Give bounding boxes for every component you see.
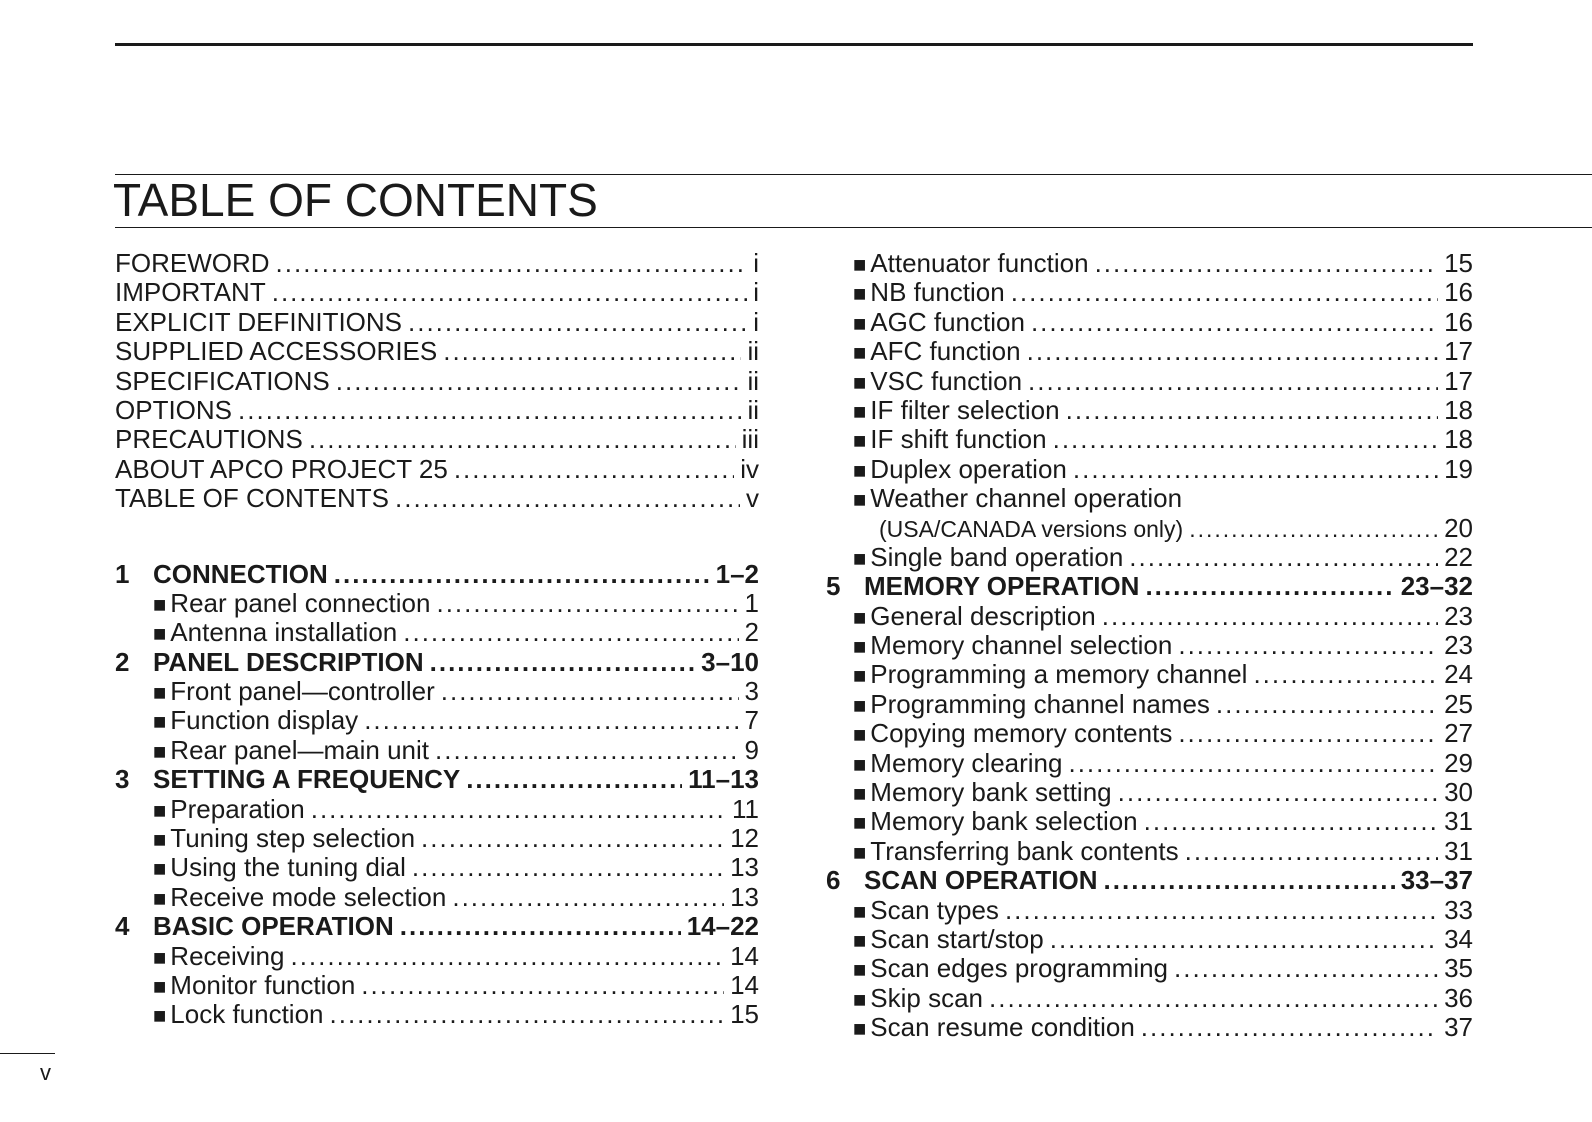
page-number: 14 [730, 969, 759, 1000]
leader-dots [454, 455, 734, 484]
toc-entry-about-apco[interactable]: ABOUT APCO PROJECT 25 ..... iv [115, 455, 759, 484]
page-number: 33 [1444, 894, 1473, 925]
page-number: ii [747, 336, 759, 367]
leader-dots [1185, 837, 1438, 866]
leader-dots [1178, 719, 1438, 748]
leader-dots [272, 278, 748, 307]
leader-dots [1141, 1013, 1438, 1042]
page-number: 15 [1444, 248, 1473, 278]
toc-entry[interactable]: ■ Memory bank selection ..... 31 [826, 807, 1473, 836]
page-number: 18 [1444, 394, 1473, 425]
toc-entry-important[interactable]: IMPORTANT ..... i [115, 278, 759, 307]
toc-entry[interactable]: ■ Lock function ..... 15 [115, 1000, 759, 1029]
leader-dots [336, 367, 742, 396]
toc-entry[interactable]: ■ Programming channel names ..... 25 [826, 690, 1473, 719]
square-bullet-icon: ■ [853, 281, 867, 307]
page-number: 37 [1444, 1012, 1473, 1043]
toc-entry[interactable]: ■ Copying memory contents ..... 27 [826, 719, 1473, 748]
section-spacer [115, 514, 759, 560]
leader-dots [1144, 807, 1438, 836]
square-bullet-icon: ■ [853, 310, 867, 336]
toc-entry[interactable]: ■ Antenna installation ..... 2 [115, 618, 759, 647]
toc-entry[interactable]: ■ Scan resume condition ..... 37 [826, 1013, 1473, 1042]
leader-dots [1068, 749, 1438, 778]
chapter-number: 5 [826, 571, 841, 602]
leader-dots [435, 736, 739, 765]
square-bullet-icon: ■ [853, 340, 867, 366]
toc-entry-weather-note[interactable]: (USA/CANADA versions only) ..... 20 [826, 514, 1473, 543]
square-bullet-icon: ■ [853, 369, 867, 395]
leader-dots [436, 589, 738, 618]
toc-entry[interactable]: ■ NB function ..... 16 [826, 278, 1473, 307]
toc-entry[interactable]: ■ Scan edges programming ..... 35 [826, 954, 1473, 983]
square-bullet-icon: ■ [153, 1003, 167, 1029]
square-bullet-icon: ■ [153, 827, 167, 853]
square-bullet-icon: ■ [853, 722, 867, 748]
leader-dots [1050, 925, 1438, 954]
page-number: 11–13 [688, 764, 759, 795]
page-number: 1 [744, 587, 759, 618]
page-number: 20 [1444, 512, 1473, 543]
square-bullet-icon: ■ [853, 692, 867, 718]
toc-entry[interactable]: ■ Memory clearing ..... 29 [826, 749, 1473, 778]
toc-entry[interactable]: ■ Skip scan ..... 36 [826, 984, 1473, 1013]
square-bullet-icon: ■ [153, 973, 167, 999]
chapter-number: 4 [115, 911, 130, 942]
toc-entry[interactable]: ■ Attenuator function ..... 15 [826, 249, 1473, 278]
page-number: i [753, 248, 759, 278]
page-number: 24 [1444, 659, 1473, 690]
toc-entry[interactable]: ■ Duplex operation ..... 19 [826, 455, 1473, 484]
leader-dots [361, 971, 724, 1000]
page-number: ii [747, 394, 759, 425]
leader-dots [1027, 337, 1438, 366]
toc-entry-table-of-contents[interactable]: TABLE OF CONTENTS ..... v [115, 484, 759, 513]
page-number: 3 [744, 676, 759, 707]
leader-dots [430, 648, 696, 677]
title-rule-bottom [115, 227, 1592, 228]
leader-dots [1129, 543, 1438, 572]
leader-dots [452, 883, 724, 912]
leader-dots [1145, 572, 1394, 601]
chapter-number: 6 [826, 865, 841, 896]
square-bullet-icon: ■ [853, 545, 867, 571]
leader-dots [989, 984, 1438, 1013]
toc-chapter-5[interactable]: 5 MEMORY OPERATION ..... 23–32 [826, 572, 1473, 601]
page-number: 35 [1444, 953, 1473, 984]
square-bullet-icon: ■ [153, 709, 167, 735]
page-number: 30 [1444, 777, 1473, 808]
page-number: 3–10 [701, 646, 759, 677]
page-number: 31 [1444, 835, 1473, 866]
page-number: 11 [732, 793, 759, 824]
toc-entry-foreword[interactable]: FOREWORD ..... i [115, 249, 759, 278]
leader-dots [1253, 660, 1438, 689]
square-bullet-icon: ■ [853, 604, 867, 630]
toc-entry[interactable]: ■ IF shift function ..... 18 [826, 425, 1473, 454]
page-number: 18 [1444, 424, 1473, 455]
square-bullet-icon: ■ [853, 252, 867, 277]
square-bullet-icon: ■ [853, 634, 867, 660]
leader-dots [330, 1000, 725, 1029]
leader-dots [1102, 602, 1438, 631]
footer-rule [0, 1053, 55, 1054]
toc-entry-supplied-accessories[interactable]: SUPPLIED ACCESSORIES ..... ii [115, 337, 759, 366]
square-bullet-icon: ■ [853, 986, 867, 1012]
square-bullet-icon: ■ [153, 944, 167, 970]
page-number: i [753, 277, 759, 308]
leader-dots [408, 308, 747, 337]
square-bullet-icon: ■ [853, 927, 867, 953]
page-number: 13 [730, 852, 759, 883]
leader-dots [1174, 954, 1438, 983]
leader-dots [395, 484, 740, 513]
leader-dots [1073, 455, 1438, 484]
toc-entry[interactable]: ■ Memory bank setting ..... 30 [826, 778, 1473, 807]
toc-chapter-6[interactable]: 6 SCAN OPERATION ..... 33–37 [826, 866, 1473, 895]
page-number: 16 [1444, 277, 1473, 308]
page-number: 14–22 [686, 911, 759, 942]
toc-entry[interactable]: ■ Function display ..... 7 [115, 706, 759, 735]
footer-page-number: v [40, 1060, 51, 1085]
square-bullet-icon: ■ [853, 898, 867, 924]
square-bullet-icon: ■ [153, 680, 167, 706]
leader-dots [400, 912, 681, 941]
leader-dots [1005, 896, 1438, 925]
toc-chapter-1[interactable]: 1 CONNECTION ..... 1–2 [115, 560, 759, 589]
square-bullet-icon: ■ [153, 738, 167, 764]
toc-entry[interactable]: ■ General description ..... 23 [826, 602, 1473, 631]
toc-entry[interactable]: ■ Single band operation ..... 22 [826, 543, 1473, 572]
square-bullet-icon: ■ [853, 457, 867, 483]
square-bullet-icon: ■ [153, 856, 167, 882]
leader-dots [1189, 515, 1438, 544]
page-number: 23 [1444, 630, 1473, 661]
page-number: 31 [1444, 806, 1473, 837]
square-bullet-icon: ■ [153, 797, 167, 823]
square-bullet-icon: ■ [853, 487, 867, 513]
leader-dots [290, 942, 724, 971]
toc-entry[interactable]: ■ Rear panel—main unit ..... 9 [115, 736, 759, 765]
page-number: 9 [744, 734, 759, 765]
page-number: 1–2 [715, 558, 759, 589]
square-bullet-icon: ■ [853, 398, 867, 424]
leader-dots [1066, 396, 1438, 425]
toc-left-column [115, 249, 759, 1030]
page-number: 12 [730, 823, 759, 854]
leader-dots [412, 853, 724, 882]
leader-dots [364, 706, 738, 735]
toc-entry[interactable]: ■ Monitor function ..... 14 [115, 971, 759, 1000]
toc-entry[interactable]: ■ Front panel—controller ..... 3 [115, 677, 759, 706]
square-bullet-icon: ■ [853, 957, 867, 983]
toc-entry[interactable]: ■ VSC function ..... 17 [826, 367, 1473, 396]
leader-dots [1028, 367, 1438, 396]
page-number: i [753, 306, 759, 337]
page-number: iv [740, 453, 759, 484]
square-bullet-icon: ■ [853, 663, 867, 689]
page-number: 34 [1444, 923, 1473, 954]
leader-dots [1216, 690, 1438, 719]
page-number: 23 [1444, 600, 1473, 631]
page-number: 17 [1444, 365, 1473, 396]
page-number: 19 [1444, 453, 1473, 484]
leader-dots [1031, 308, 1438, 337]
leader-dots [441, 677, 739, 706]
page-number: 25 [1444, 688, 1473, 719]
leader-dots [1118, 778, 1438, 807]
toc-entry-precautions[interactable]: PRECAUTIONS ..... iii [115, 425, 759, 454]
page-number: 15 [730, 999, 759, 1030]
square-bullet-icon: ■ [853, 751, 867, 777]
page-number: 13 [730, 881, 759, 912]
square-bullet-icon: ■ [153, 591, 167, 617]
page-number: 33–37 [1400, 865, 1473, 896]
toc-entry[interactable]: ■ Transferring bank contents ..... 31 [826, 837, 1473, 866]
toc-entry[interactable]: ■ Scan types ..... 33 [826, 896, 1473, 925]
page-number: 27 [1444, 718, 1473, 749]
page-number: 29 [1444, 747, 1473, 778]
toc-right-column [826, 249, 1473, 1043]
toc-entry[interactable]: ■ Programming a memory channel ..... 24 [826, 660, 1473, 689]
toc-entry[interactable]: ■ IF filter selection ..... 18 [826, 396, 1473, 425]
leader-dots [309, 425, 736, 454]
toc-entry[interactable]: ■ AGC function ..... 16 [826, 308, 1473, 337]
square-bullet-icon: ■ [853, 1016, 867, 1042]
header-rule [115, 43, 1473, 46]
leader-dots [1095, 249, 1439, 278]
leader-dots [238, 396, 741, 425]
page-number: 7 [744, 705, 759, 736]
square-bullet-icon: ■ [853, 810, 867, 836]
leader-dots [421, 824, 724, 853]
toc-entry[interactable]: ■ Scan start/stop ..... 34 [826, 925, 1473, 954]
toc-entry-weather-channel[interactable]: ■ Weather channel operation [853, 483, 1183, 514]
page-number: ii [747, 365, 759, 396]
page-number: 36 [1444, 982, 1473, 1013]
toc-entry[interactable]: ■ Using the tuning dial ..... 13 [115, 853, 759, 882]
chapter-number: 2 [115, 646, 130, 677]
square-bullet-icon: ■ [853, 839, 867, 865]
square-bullet-icon: ■ [853, 781, 867, 807]
leader-dots [466, 765, 682, 794]
toc-entry[interactable]: ■ Memory channel selection ..... 23 [826, 631, 1473, 660]
toc-chapter-4[interactable]: 4 BASIC OPERATION ..... 14–22 [115, 912, 759, 941]
toc-entry[interactable]: ■ AFC function ..... 17 [826, 337, 1473, 366]
leader-dots [403, 618, 738, 647]
toc-entry-explicit-definitions[interactable]: EXPLICIT DEFINITIONS ..... i [115, 308, 759, 337]
chapter-number: 1 [115, 558, 130, 589]
toc-entry[interactable]: ■ Receive mode selection ..... 13 [115, 883, 759, 912]
chapter-number: 3 [115, 764, 130, 795]
leader-dots [443, 337, 741, 366]
leader-dots [1178, 631, 1438, 660]
page-number: 2 [744, 617, 759, 648]
toc-chapter-2[interactable]: 2 PANEL DESCRIPTION ..... 3–10 [115, 648, 759, 677]
toc-entry[interactable]: ■ Preparation ..... 11 [115, 795, 759, 824]
page-number: 16 [1444, 306, 1473, 337]
page-title: TABLE OF CONTENTS [113, 174, 598, 226]
toc-chapter-3[interactable]: 3 SETTING A FREQUENCY ..... 11–13 [115, 765, 759, 794]
leader-dots [311, 795, 726, 824]
leader-dots [1104, 866, 1395, 895]
leader-dots [1053, 425, 1438, 454]
leader-dots [334, 560, 710, 589]
toc-entry[interactable]: ■ Receiving ..... 14 [115, 942, 759, 971]
square-bullet-icon: ■ [153, 885, 167, 911]
page-number: iii [741, 424, 759, 455]
page-number: 14 [730, 940, 759, 971]
page-number: 17 [1444, 336, 1473, 367]
page-number: 22 [1444, 541, 1473, 572]
leader-dots [1011, 278, 1438, 307]
leader-dots [276, 249, 748, 278]
toc-entry[interactable]: ■ Tuning step selection ..... 12 [115, 824, 759, 853]
toc-entry-specifications[interactable]: SPECIFICATIONS ..... ii [115, 367, 759, 396]
page-number: 23–32 [1400, 571, 1473, 602]
square-bullet-icon: ■ [153, 621, 167, 647]
page-number: v [746, 483, 759, 514]
toc-entry[interactable]: ■ Rear panel connection ..... 1 [115, 589, 759, 618]
toc-entry-options[interactable]: OPTIONS ..... ii [115, 396, 759, 425]
square-bullet-icon: ■ [853, 428, 867, 454]
